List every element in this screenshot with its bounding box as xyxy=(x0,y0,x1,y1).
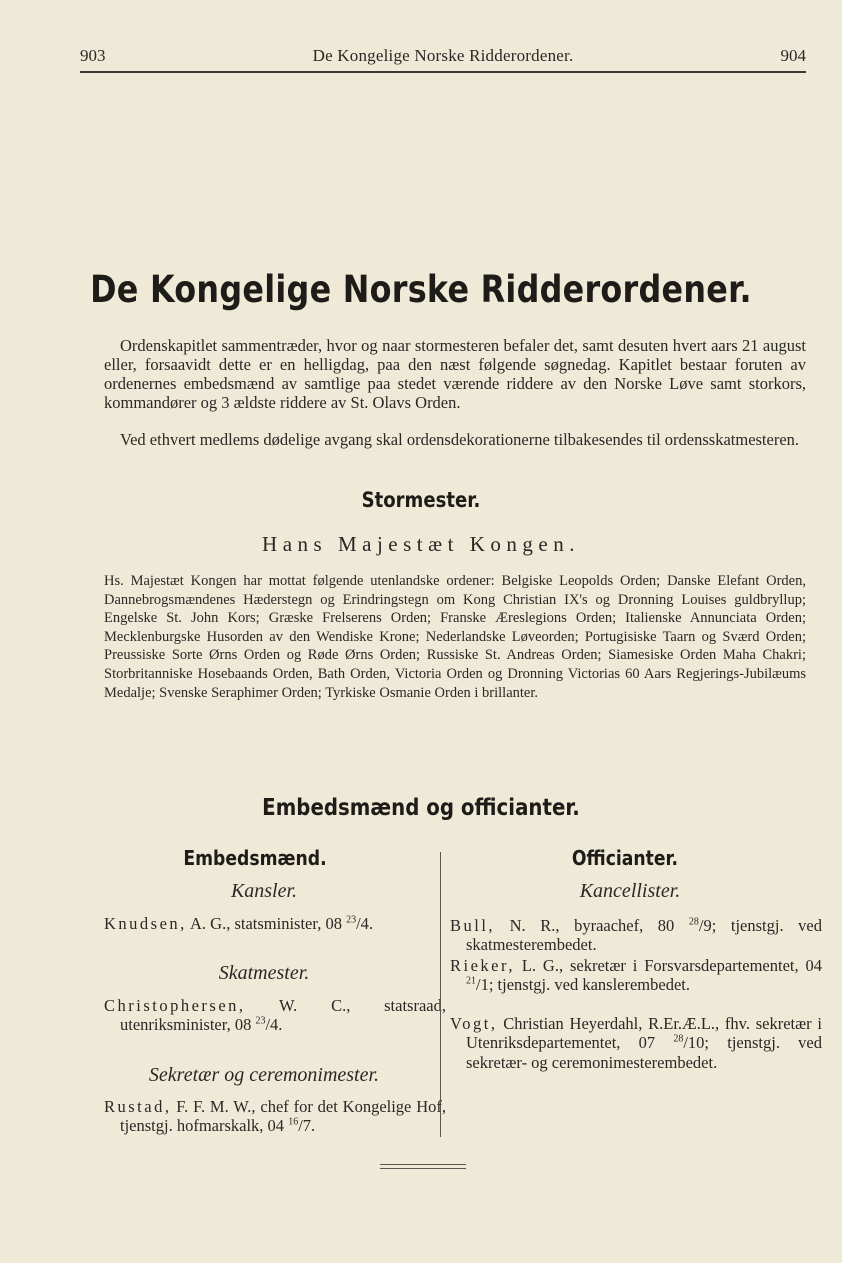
officiant-entry: Bull, N. R., byraachef, 80 $^{28}$/9; tjenstgj. ved skatmesterembedet. xyxy=(450,916,822,955)
officiant-entry: Rieker, L. G., sekretær i Forsvarsdepartementet, 04 $^{21}$/1; tjenstgj. ved kanslerembedet. xyxy=(450,956,822,995)
sekretaer-title: Sekretær og ceremonimester. xyxy=(148,1064,380,1086)
intro-paragraph-2: Ved ethvert medlems dødelige avgang skal ordensdekorationerne tilbakesendes til ordensskatmesteren. xyxy=(120,430,800,449)
running-title: De Kongelige Norske Ridderordener. xyxy=(312,46,574,65)
header-rule xyxy=(80,71,806,73)
right-column-heading: Officianter. xyxy=(571,846,679,870)
footer-rule xyxy=(380,1168,466,1169)
left-column-heading: Embedsmænd. xyxy=(183,846,327,870)
stormester-orders-text: Hs. Majestæt Kongen har mottat følgende utenlandske ordener: Belgiske Leopolds Orden; Danske Elefant Orden, Dannebrogsmændenes Hæderstegn og Erindringstegn om Kong Christian IX's og Dronning Louises guldbryllup; Engelske St. John Kors; Græske Frelserens Orden; Franske Æreslegions Orden; Italienske Annunciata Orden; Mecklenburgske Husorden av den Wendiske Krone; Nederlandske Løveorden; Portugisiske Taarn og Sværd Orden; Preussiske Sorte Ørns Orden og Røde Ørns Orden; Russiske St. Andreas Orden; Siamesiske Orden Maha Chakri; Storbritanniske Hosebaands Orden, Bath Orden, Victoria Orden og Dronning Victorias 60 Aars Regjerings-Jubilæums Medalje; Svenske Seraphimer Orden; Tyrkiske Osmanie Orden i brillanter. xyxy=(104,573,806,701)
intro-paragraph-1: Ordenskapitlet sammentræder, hvor og naar stormesteren befaler det, samt desuten hvert aars 21 august eller, forsaavidt dette er en helligdag, paa den næst følgende søgnedag. Kapitlet bestaar foruten av ordenernes embedsmænd av samtlige paa stedet værende riddere av den Norske Løve samt storkors, kommandører og 3 ældste riddere av St. Olavs Orden. xyxy=(104,336,806,412)
officiant-entry: Vogt, Christian Heyerdahl, R.Er.Æ.L., fhv. sekretær i Utenriksdepartementet, 07 $^{28}$/10; tjenstgj. ved sekretær- og ceremonimesterembedet. xyxy=(450,1014,822,1072)
column-divider xyxy=(440,852,441,1137)
page-title: De Kongelige Norske Ridderordener. xyxy=(90,268,752,311)
page-number-left: 903 xyxy=(80,46,106,65)
stormester-name: Hans Majestæt Kongen. xyxy=(262,532,580,556)
footer-rule xyxy=(380,1164,466,1165)
skatmester-title: Skatmester. xyxy=(218,962,310,984)
running-head xyxy=(80,46,806,70)
skatmester-entry: Christophersen, W. C., statsraad, utenriksminister, 08 $^{23}$/4. xyxy=(104,996,446,1035)
kansler-title: Kansler. xyxy=(230,880,298,902)
sekretaer-entry: Rustad, F. F. M. W., chef for det Kongelige Hof, tjenstgj. hofmarskalk, 04 $^{16}$/7. xyxy=(104,1097,446,1136)
page-number-right: 904 xyxy=(780,46,806,65)
kansler-entry: Knudsen, A. G., statsminister, 08 $^{23}$/4. xyxy=(104,914,374,933)
stormester-heading: Stormester. xyxy=(361,488,481,512)
section-heading: Embedsmænd og officianter. xyxy=(262,795,580,821)
kancellister-title: Kancellister. xyxy=(579,880,681,902)
